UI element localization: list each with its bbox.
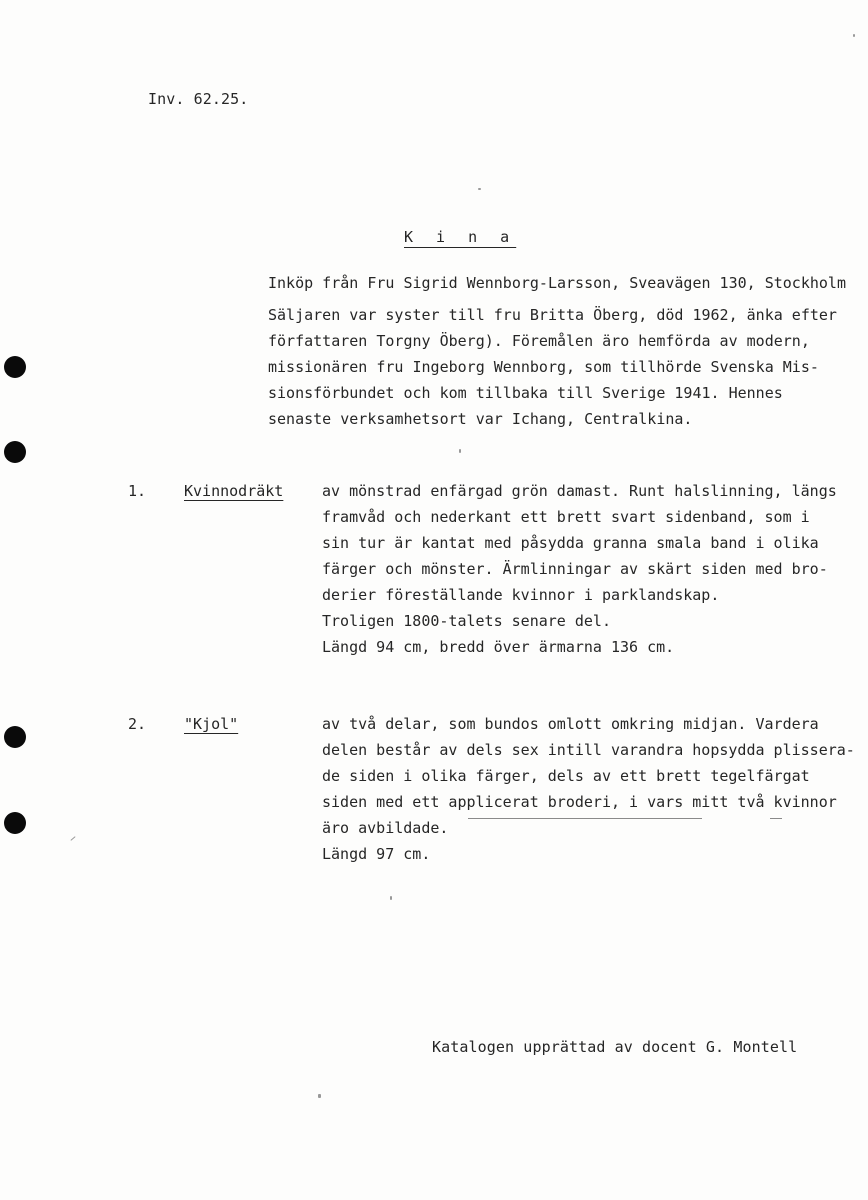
intro-line: författaren Torgny Öberg). Föremålen äro hemförda av modern, bbox=[268, 332, 810, 350]
inventory-number: Inv. 62.25. bbox=[148, 90, 249, 108]
description-line: av mönstrad enfärgad grön damast. Runt halslinning, längs bbox=[322, 482, 837, 500]
item-description bbox=[322, 711, 868, 867]
description-line: Längd 97 cm. bbox=[322, 845, 431, 863]
description-line: delen består av dels sex intill varandra hopsydda plissera- bbox=[322, 741, 855, 759]
scan-speck bbox=[70, 836, 75, 841]
punch-hole-1 bbox=[4, 356, 26, 378]
item-name: Kvinnodräkt bbox=[184, 482, 284, 500]
punch-hole-3 bbox=[4, 726, 26, 748]
punch-hole-2 bbox=[4, 441, 26, 463]
punch-hole-4 bbox=[4, 812, 26, 834]
scan-speck bbox=[390, 896, 392, 900]
description-line: siden med ett applicerat broderi, i vars mitt två kvinnor bbox=[322, 793, 837, 811]
intro-paragraph bbox=[268, 270, 868, 432]
intro-line: Inköp från Fru Sigrid Wennborg-Larsson, Sveavägen 130, Stockholm bbox=[268, 274, 846, 292]
catalog-author-note: Katalogen upprättad av docent G. Montell bbox=[432, 1038, 798, 1056]
description-line: Troligen 1800-talets senare del. bbox=[322, 612, 611, 630]
description-line: sin tur är kantat med påsydda granna smala band i olika bbox=[322, 534, 819, 552]
intro-line: missionären fru Ingeborg Wennborg, som tillhörde Svenska Mis- bbox=[268, 358, 819, 376]
description-line: av två delar, som bundos omlott omkring midjan. Vardera bbox=[322, 715, 819, 733]
description-line: framvåd och nederkant ett brett svart sidenband, som i bbox=[322, 508, 810, 526]
intro-line: sionsförbundet och kom tillbaka till Sverige 1941. Hennes bbox=[268, 384, 783, 402]
intro-line: Säljaren var syster till fru Britta Öberg, död 1962, änka efter bbox=[268, 306, 837, 324]
item-description bbox=[322, 478, 868, 660]
scan-speck bbox=[478, 188, 481, 190]
description-line: äro avbildade. bbox=[322, 819, 449, 837]
scan-speck bbox=[318, 1094, 321, 1098]
description-line: Längd 94 cm, bredd över ärmarna 136 cm. bbox=[322, 638, 675, 656]
item-number: 1. bbox=[128, 482, 147, 500]
scan-speck bbox=[853, 34, 855, 37]
document-title: K i n a bbox=[404, 228, 517, 246]
intro-line: senaste verksamhetsort var Ichang, Centralkina. bbox=[268, 410, 693, 428]
scan-speck bbox=[459, 449, 461, 453]
description-line: färger och mönster. Ärmlinningar av skärt siden med bro- bbox=[322, 560, 828, 578]
description-line: de siden i olika färger, dels av ett brett tegelfärgat bbox=[322, 767, 810, 785]
item-name: "Kjol" bbox=[184, 715, 239, 733]
description-line: derier föreställande kvinnor i parklandskap. bbox=[322, 586, 720, 604]
item-number: 2. bbox=[128, 715, 147, 733]
